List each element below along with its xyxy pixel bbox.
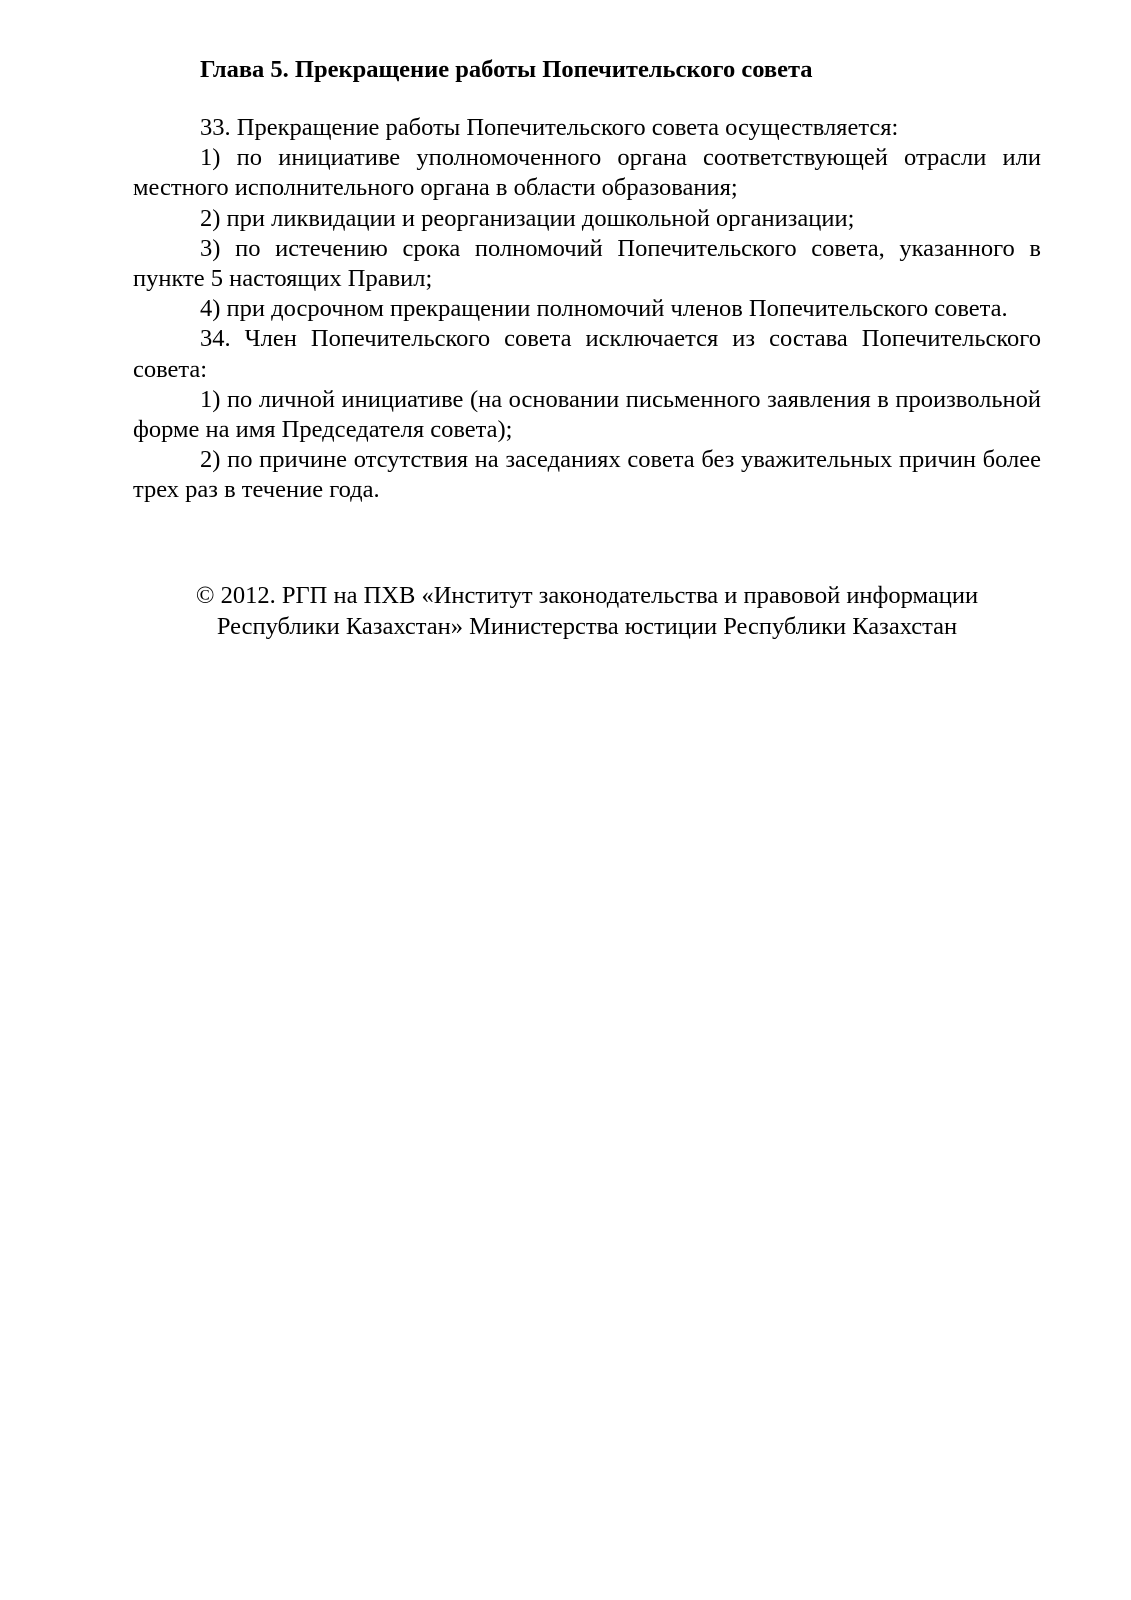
paragraph-33-item-1: 1) по инициативе уполномоченного органа соответствующей отрасли или местного исполнительного органа в области образования;: [133, 144, 1041, 202]
chapter-heading: Глава 5. Прекращение работы Попечительского совета: [200, 56, 813, 83]
paragraph-33-item-3: 3) по истечению срока полномочий Попечительского совета, указанного в пункте 5 настоящих Правил;: [133, 234, 1041, 293]
copyright-line-1: © 2012. РГП на ПХВ «Институт законодательства и правовой информации: [195, 582, 979, 609]
paragraph-33-item-2: 2) при ликвидации и реорганизации дошкольной организации;: [200, 204, 855, 232]
paragraph-34: 34. Член Попечительского совета исключается из состава Попечительского совета:: [133, 325, 1041, 383]
copyright-footer: [133, 581, 1041, 642]
paragraph-34-item-2: 2) по причине отсутствия на заседаниях совета без уважительных причин более трех раз в течение года.: [133, 446, 1041, 504]
copyright-line-2: Республики Казахстан» Министерства юстиции Республики Казахстан: [216, 612, 958, 640]
paragraph-33-item-4: 4) при досрочном прекращении полномочий членов Попечительского совета.: [200, 295, 1008, 323]
paragraph-33: 33. Прекращение работы Попечительского совета осуществляется:: [200, 114, 899, 141]
document-body: [133, 113, 1041, 506]
paragraph-34-item-1: 1) по личной инициативе (на основании письменного заявления в произвольной форме на имя Председателя совета);: [133, 385, 1041, 444]
